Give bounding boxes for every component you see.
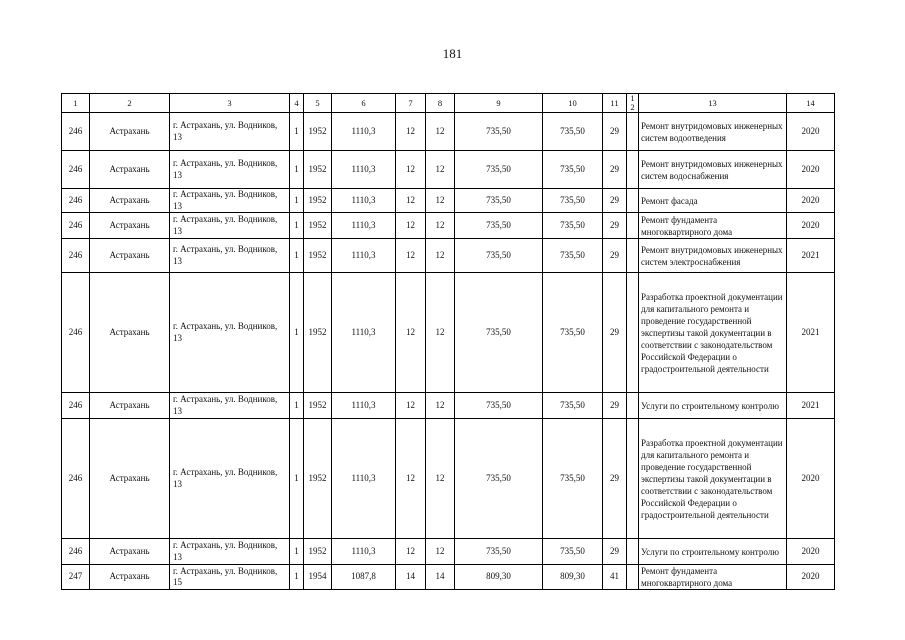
apartments-total-cell: 14	[396, 565, 426, 590]
column-number: 4	[290, 94, 304, 113]
year-built-cell: 1952	[304, 189, 332, 213]
planned-year-cell: 2021	[787, 393, 835, 419]
house-number-cell: 246	[62, 539, 90, 565]
locality-cell: Астрахань	[90, 239, 170, 273]
table-row	[62, 273, 835, 393]
work-type-cell: Ремонт фундамента многоквартирного дома	[639, 213, 787, 239]
planned-year-cell: 2021	[787, 273, 835, 393]
work-type-cell: Ремонт внутридомовых инженерных систем водоснабжения	[639, 151, 787, 189]
apartments-residential-cell: 12	[426, 113, 455, 151]
empty-cell-cell	[627, 419, 639, 539]
total-area-cell: 1110,3	[332, 539, 396, 565]
year-built-cell: 1952	[304, 239, 332, 273]
apartments-residential-cell: 12	[426, 189, 455, 213]
empty-cell-cell	[627, 151, 639, 189]
locality-cell: Астрахань	[90, 393, 170, 419]
total-area-cell: 1110,3	[332, 213, 396, 239]
locality-cell: Астрахань	[90, 539, 170, 565]
house-number-cell: 246	[62, 189, 90, 213]
contribution-rate-cell: 29	[603, 393, 627, 419]
apartments-total-cell: 12	[396, 393, 426, 419]
column-number: 13	[639, 94, 787, 113]
year-built-cell: 1952	[304, 539, 332, 565]
locality-cell: Астрахань	[90, 419, 170, 539]
total-area-cell: 1110,3	[332, 419, 396, 539]
cost-fund-cell: 735,50	[543, 113, 603, 151]
contribution-rate-cell: 29	[603, 419, 627, 539]
cost-fund-cell: 735,50	[543, 239, 603, 273]
cost-total-cell: 735,50	[455, 273, 543, 393]
empty-cell-cell	[627, 393, 639, 419]
house-number-cell: 246	[62, 151, 90, 189]
empty-cell-cell	[627, 565, 639, 590]
cost-total-cell: 735,50	[455, 151, 543, 189]
total-area-cell: 1110,3	[332, 189, 396, 213]
cost-fund-cell: 735,50	[543, 213, 603, 239]
empty-cell-cell	[627, 539, 639, 565]
work-type-cell: Ремонт фасада	[639, 189, 787, 213]
cost-total-cell: 735,50	[455, 239, 543, 273]
cost-total-cell: 735,50	[455, 213, 543, 239]
year-built-cell: 1952	[304, 113, 332, 151]
locality-cell: Астрахань	[90, 113, 170, 151]
apartments-residential-cell: 12	[426, 213, 455, 239]
work-type-cell: Услуги по строительному контролю	[639, 539, 787, 565]
page-number: 181	[442, 46, 463, 61]
planned-year-cell: 2020	[787, 213, 835, 239]
cost-total-cell: 735,50	[455, 393, 543, 419]
house-number-cell: 247	[62, 565, 90, 590]
contribution-rate-cell: 29	[603, 189, 627, 213]
apartments-residential-cell: 12	[426, 393, 455, 419]
locality-cell: Астрахань	[90, 273, 170, 393]
contribution-rate-cell: 29	[603, 113, 627, 151]
cost-total-cell: 735,50	[455, 189, 543, 213]
cost-fund-cell: 735,50	[543, 151, 603, 189]
house-number-cell: 246	[62, 239, 90, 273]
planned-year-cell: 2020	[787, 113, 835, 151]
planned-year-cell: 2020	[787, 151, 835, 189]
planned-year-cell: 2021	[787, 239, 835, 273]
address-cell: г. Астрахань, ул. Водников, 13	[170, 189, 290, 213]
apartments-total-cell: 12	[396, 113, 426, 151]
year-built-cell: 1954	[304, 565, 332, 590]
planned-year-cell: 2020	[787, 539, 835, 565]
house-category-cell: 1	[290, 539, 304, 565]
contribution-rate-cell: 29	[603, 239, 627, 273]
empty-cell-cell	[627, 189, 639, 213]
empty-cell-cell	[627, 113, 639, 151]
cost-fund-cell: 735,50	[543, 539, 603, 565]
table-row	[62, 151, 835, 189]
column-number: 11	[603, 94, 627, 113]
work-type-cell: Ремонт внутридомовых инженерных систем электроснабжения	[639, 239, 787, 273]
year-built-cell: 1952	[304, 419, 332, 539]
total-area-cell: 1110,3	[332, 273, 396, 393]
contribution-rate-cell: 29	[603, 539, 627, 565]
house-number-cell: 246	[62, 213, 90, 239]
house-number-cell: 246	[62, 393, 90, 419]
empty-cell-cell	[627, 273, 639, 393]
column-number: 3	[170, 94, 290, 113]
house-category-cell: 1	[290, 151, 304, 189]
work-type-cell: Ремонт внутридомовых инженерных систем водоотведения	[639, 113, 787, 151]
apartments-residential-cell: 12	[426, 151, 455, 189]
work-type-cell: Услуги по строительному контролю	[639, 393, 787, 419]
column-number: 5	[304, 94, 332, 113]
table-row	[62, 213, 835, 239]
table-row	[62, 565, 835, 590]
planned-year-cell: 2020	[787, 189, 835, 213]
apartments-residential-cell: 14	[426, 565, 455, 590]
apartments-total-cell: 12	[396, 213, 426, 239]
cost-total-cell: 735,50	[455, 539, 543, 565]
cost-fund-cell: 735,50	[543, 419, 603, 539]
house-number-cell: 246	[62, 419, 90, 539]
apartments-total-cell: 12	[396, 239, 426, 273]
locality-cell: Астрахань	[90, 189, 170, 213]
planned-year-cell: 2020	[787, 565, 835, 590]
column-number: 1	[62, 94, 90, 113]
total-area-cell: 1087,8	[332, 565, 396, 590]
year-built-cell: 1952	[304, 273, 332, 393]
column-number-row	[62, 94, 835, 113]
total-area-cell: 1110,3	[332, 151, 396, 189]
house-category-cell: 1	[290, 213, 304, 239]
apartments-total-cell: 12	[396, 151, 426, 189]
house-number-cell: 246	[62, 113, 90, 151]
column-number: 10	[543, 94, 603, 113]
apartments-total-cell: 12	[396, 419, 426, 539]
capital-repair-table	[61, 93, 835, 590]
apartments-residential-cell: 12	[426, 419, 455, 539]
work-type-cell: Разработка проектной документации для капитального ремонта и проведение государственной экспертизы такой документации в соответствии с законодательством Российской Федерации о градостроительной деятельности	[639, 419, 787, 539]
table-row	[62, 239, 835, 273]
apartments-total-cell: 12	[396, 189, 426, 213]
cost-fund-cell: 735,50	[543, 393, 603, 419]
house-category-cell: 1	[290, 419, 304, 539]
house-category-cell: 1	[290, 273, 304, 393]
year-built-cell: 1952	[304, 151, 332, 189]
table-row	[62, 393, 835, 419]
locality-cell: Астрахань	[90, 151, 170, 189]
address-cell: г. Астрахань, ул. Водников, 13	[170, 239, 290, 273]
apartments-residential-cell: 12	[426, 239, 455, 273]
cost-total-cell: 735,50	[455, 113, 543, 151]
year-built-cell: 1952	[304, 393, 332, 419]
column-number: 8	[426, 94, 455, 113]
address-cell: г. Астрахань, ул. Водников, 15	[170, 565, 290, 590]
apartments-total-cell: 12	[396, 273, 426, 393]
address-cell: г. Астрахань, ул. Водников, 13	[170, 539, 290, 565]
column-number: 7	[396, 94, 426, 113]
empty-cell-cell	[627, 239, 639, 273]
year-built-cell: 1952	[304, 213, 332, 239]
total-area-cell: 1110,3	[332, 113, 396, 151]
address-cell: г. Астрахань, ул. Водников, 13	[170, 213, 290, 239]
address-cell: г. Астрахань, ул. Водников, 13	[170, 419, 290, 539]
apartments-residential-cell: 12	[426, 539, 455, 565]
work-type-cell: Ремонт фундамента многоквартирного дома	[639, 565, 787, 590]
table-row	[62, 113, 835, 151]
house-category-cell: 1	[290, 565, 304, 590]
address-cell: г. Астрахань, ул. Водников, 13	[170, 273, 290, 393]
column-number: 2	[90, 94, 170, 113]
work-type-cell: Разработка проектной документации для капитального ремонта и проведение государственной экспертизы такой документации в соответствии с законодательством Российской Федерации о градостроительной деятельности	[639, 273, 787, 393]
contribution-rate-cell: 29	[603, 213, 627, 239]
apartments-total-cell: 12	[396, 539, 426, 565]
column-number: 12	[627, 94, 639, 113]
column-number: 6	[332, 94, 396, 113]
cost-fund-cell: 735,50	[543, 273, 603, 393]
table-row	[62, 419, 835, 539]
locality-cell: Астрахань	[90, 565, 170, 590]
cost-total-cell: 809,30	[455, 565, 543, 590]
address-cell: г. Астрахань, ул. Водников, 13	[170, 151, 290, 189]
house-category-cell: 1	[290, 113, 304, 151]
house-category-cell: 1	[290, 239, 304, 273]
cost-fund-cell: 809,30	[543, 565, 603, 590]
empty-cell-cell	[627, 213, 639, 239]
contribution-rate-cell: 29	[603, 273, 627, 393]
locality-cell: Астрахань	[90, 213, 170, 239]
column-number: 14	[787, 94, 835, 113]
total-area-cell: 1110,3	[332, 239, 396, 273]
total-area-cell: 1110,3	[332, 393, 396, 419]
contribution-rate-cell: 29	[603, 151, 627, 189]
cost-fund-cell: 735,50	[543, 189, 603, 213]
table-body	[62, 94, 835, 590]
cost-total-cell: 735,50	[455, 419, 543, 539]
house-category-cell: 1	[290, 393, 304, 419]
table-row	[62, 189, 835, 213]
contribution-rate-cell: 41	[603, 565, 627, 590]
house-number-cell: 246	[62, 273, 90, 393]
column-number: 9	[455, 94, 543, 113]
table-row	[62, 539, 835, 565]
planned-year-cell: 2020	[787, 419, 835, 539]
address-cell: г. Астрахань, ул. Водников, 13	[170, 393, 290, 419]
house-category-cell: 1	[290, 189, 304, 213]
apartments-residential-cell: 12	[426, 273, 455, 393]
address-cell: г. Астрахань, ул. Водников, 13	[170, 113, 290, 151]
